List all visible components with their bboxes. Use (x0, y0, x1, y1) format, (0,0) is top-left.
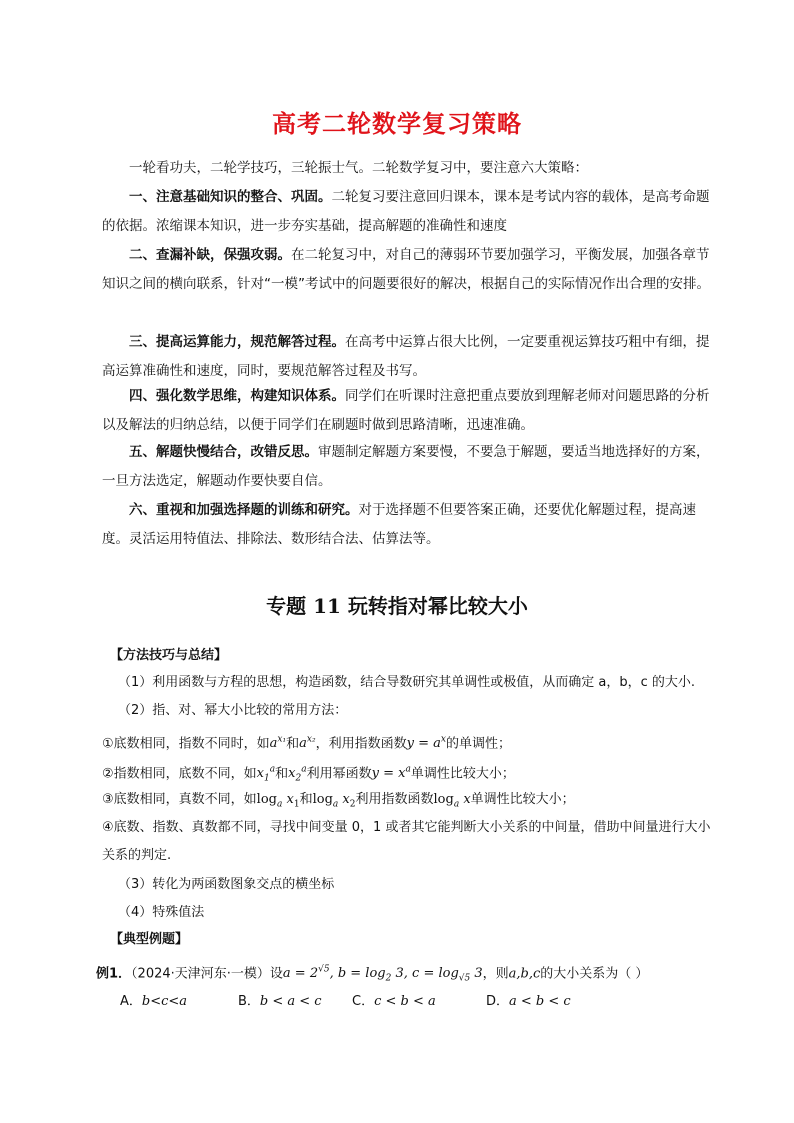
strategy-5-head: 五、解题快慢结合，改错反思。 (129, 444, 318, 460)
example-1-question (96, 960, 726, 989)
method-line-5 (102, 790, 732, 815)
formula-log-x2: $\log_a x_2$ (312, 792, 356, 810)
method-line-5-b: 和 (299, 792, 313, 807)
strategy-2-head: 二、查漏补缺，保强攻弱。 (129, 247, 291, 263)
example-1-tail2: 的大小关系为（ ） (540, 966, 649, 982)
example-1-tail: ，则 (482, 966, 509, 982)
strategy-4-head: 四、强化数学思维，构建知识体系。 (129, 388, 345, 404)
choice-c[interactable] (352, 990, 436, 1009)
example-1-formula: $a = 2^{√5}$, $b = \log_2 3$, $c = \log_{√5} 3$ (282, 965, 483, 984)
formula-a-x2: $a^{x_2}$ (299, 735, 316, 752)
strategy-6-body: 对于选择题不但要答案正确，还要优化解题过程，提高速度。灵活运用特值法、排除法、数形结合法、估算法等。 (102, 502, 696, 547)
method-line-5-a: ③底数相同，真数不同，如 (102, 792, 257, 807)
method-line-2: （2）指、对、幂大小比较的常用方法： (118, 703, 348, 718)
choice-d-text: a < b < c (509, 994, 571, 1009)
choice-b[interactable] (238, 990, 322, 1009)
intro-paragraph: 一轮看功夫，二轮学技巧，三轮振士气。二轮数学复习中，要注意六大策略： (129, 160, 588, 176)
strategy-3-body: 在高考中运算占很大比例，一定要重视运算技巧粗中有细，提高运算准确性和速度，同时，要规范解答过程及书写。 (102, 334, 710, 379)
method-line-3-c: ，利用指数函数 (315, 736, 407, 752)
method-line-4-b: 和 (275, 766, 289, 782)
choice-d[interactable] (486, 990, 571, 1009)
choice-d-letter: D． (486, 994, 510, 1009)
choice-c-text: c < b < a (374, 994, 436, 1009)
choice-c-letter: C． (352, 994, 375, 1009)
strategy-3-head: 三、提高运算能力，规范解答过程。 (129, 334, 345, 350)
method-line-3-b: 和 (286, 736, 300, 752)
examples-header-text: 【典型例题】 (110, 932, 189, 947)
example-1-vars: a,b,c (508, 966, 541, 982)
method-line-6: ④底数、指数、真数都不同，寻找中间变量 0，1 或者其它能判断大小关系的中间量，借助中间量进行大小关系的判定. (102, 820, 711, 863)
choice-a-letter: A． (120, 994, 142, 1009)
formula-exp-func: $y = a^x$ (406, 735, 446, 752)
strategy-1-body: 二轮复习要注意回归课本，课本是考试内容的载体，是高考命题的依据。浓缩课本知识，进一步夯实基础，提高解题的准确性和速度 (102, 189, 710, 234)
strategy-1-head: 一、注意基础知识的整合、巩固。 (129, 189, 332, 205)
strategy-3 (102, 328, 722, 386)
strategy-4 (102, 382, 722, 440)
method-line-3-a: ①底数相同，指数不同时，如 (102, 736, 270, 752)
method-line-1: （1）利用函数与方程的思想，构造函数，结合导数研究其单调性或极值，从而确定 a，b，c 的大小. (118, 675, 696, 690)
formula-a-x1: $a^{x_1}$ (269, 735, 287, 752)
method-header-text: 【方法技巧与总结】 (110, 648, 228, 663)
formula-log-func: $\log_a x$ (433, 792, 471, 810)
strategy-5-body: 审题制定解题方案要慢，不要急于解题，要适当地选择好的方案，一旦方法选定，解题动作要快要自信。 (102, 444, 710, 489)
method-line-4 (102, 760, 732, 789)
method-line-4-d: 单调性比较大小； (410, 766, 515, 782)
strategy-5 (102, 438, 722, 496)
strategy-2-body: 在二轮复习中，对自己的薄弱环节要加强学习，平衡发展，加强各章节知识之间的横向联系，针对“一模”考试中的问题要很好的解决，根据自己的实际情况作出合理的安排。 (102, 247, 710, 292)
example-1-label: 例1． (96, 966, 132, 982)
method-line-3 (102, 730, 732, 754)
formula-x2-a: $x_2^a$ (288, 765, 307, 784)
strategy-1 (102, 183, 722, 241)
method-line-4-c: 利用幂函数 (306, 766, 372, 782)
strategy-2 (102, 241, 722, 299)
method-line-7: （3）转化为两函数图象交点的横坐标 (118, 877, 335, 892)
strategy-6 (102, 496, 722, 554)
strategy-4-body: 同学们在听课时注意把重点要放到理解老师对问题思路的分析以及解法的归纳总结，以便于同学们在刷题时做到思路清晰，迅速准确。 (102, 388, 710, 433)
choice-b-letter: B． (238, 994, 260, 1009)
method-line-5-d: 单调性比较大小； (470, 792, 575, 807)
formula-power-func: $y = x^a$ (371, 765, 411, 782)
choice-a-text: b<c<a (141, 994, 188, 1009)
strategy-6-head: 六、重视和加强选择题的训练和研究。 (129, 502, 359, 518)
method-line-8: （4）特殊值法 (118, 905, 205, 920)
choice-b-text: b < a < c (259, 994, 322, 1009)
formula-x1-a: $x_1^a$ (256, 765, 276, 784)
formula-log-x1: $\log_a x_1$ (256, 792, 300, 810)
method-line-5-c: 利用指数函数 (355, 792, 434, 807)
examples-header (110, 930, 740, 950)
method-header (110, 646, 740, 666)
topic-title: 专题 11 玩转指对幂比较大小 (266, 594, 528, 618)
choice-a[interactable] (120, 990, 187, 1009)
method-line-4-a: ②指数相同，底数不同，如 (102, 766, 257, 782)
example-1-source: （2024·天津河东·一模）设 (131, 966, 283, 982)
page-title: 高考二轮数学复习策略 (272, 110, 522, 138)
method-line-3-d: 的单调性； (445, 736, 511, 752)
